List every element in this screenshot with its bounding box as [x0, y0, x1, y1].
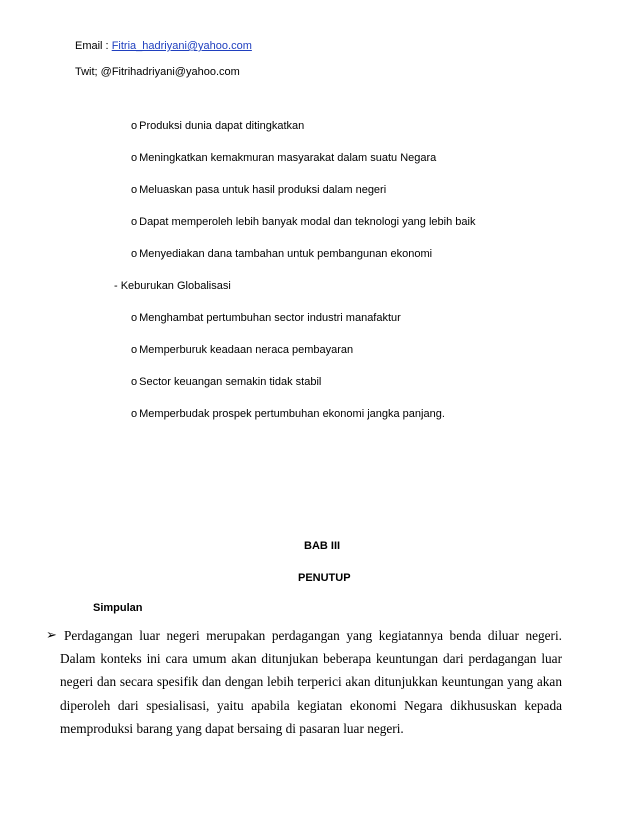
email-link[interactable]: Fitria_hadriyani@yahoo.com [111, 40, 252, 52]
bullet-circle-icon: o [131, 376, 138, 388]
bullet-circle-icon: o [131, 216, 138, 228]
advantage-text: Meningkatkan kemakmuran masyarakat dalam suatu Negara [139, 152, 437, 164]
conclusion-paragraph: Perdagangan luar negeri merupakan perdagangan yang kegiatannya benda diluar negeri. Dalam konteks ini cara umum akan ditunjukan beberapa keuntungan dari perdagangan luar negeri dan secara spesifik dan dengan lebih terperici akan ditunjukkan keuntungan yang akan diperoleh dari spesialisasi, yaitu apabila kegiatan ekonomi Negara dikhususkan kepada memproduksi barang yang dapat bersaing di pasaran luar negeri. [60, 628, 562, 736]
advantage-text: Dapat memperoleh lebih banyak modal dan teknologi yang lebih baik [139, 216, 476, 228]
advantage-item [131, 247, 432, 261]
disadvantages-heading: - Keburukan Globalisasi [114, 280, 231, 292]
bullet-circle-icon: o [131, 344, 138, 356]
disadvantage-item [131, 343, 353, 357]
advantage-text: Menyediakan dana tambahan untuk pembangunan ekonomi [139, 248, 433, 260]
email-line [75, 39, 252, 53]
disadvantage-item [131, 375, 321, 389]
disadvantage-text: Memperbudak prospek pertumbuhan ekonomi jangka panjang. [139, 408, 445, 420]
advantage-text: Meluaskan pasa untuk hasil produksi dalam negeri [139, 184, 387, 196]
advantage-item [131, 183, 386, 197]
disadvantage-text: Sector keuangan semakin tidak stabil [139, 376, 322, 388]
disadvantage-text: Menghambat pertumbuhan sector industri manafaktur [139, 312, 401, 324]
disadvantage-item [131, 407, 445, 421]
advantage-item [131, 151, 436, 165]
bullet-circle-icon: o [131, 184, 138, 196]
email-label: Email : [75, 40, 112, 52]
bullet-circle-icon: o [131, 312, 138, 324]
bullet-circle-icon: o [131, 408, 138, 420]
bullet-circle-icon: o [131, 152, 138, 164]
advantage-item [131, 119, 304, 133]
summary-heading: Simpulan [93, 602, 143, 614]
advantage-item [131, 215, 475, 229]
bullet-circle-icon: o [131, 120, 138, 132]
arrow-bullet-icon: ➢ [46, 628, 57, 643]
advantage-text: Produksi dunia dapat ditingkatkan [139, 120, 305, 132]
chapter-number: BAB III [304, 540, 341, 552]
twit-line: Twit; @Fitrihadriyani@yahoo.com [75, 66, 240, 78]
disadvantage-item [131, 311, 401, 325]
disadvantage-text: Memperburuk keadaan neraca pembayaran [139, 344, 354, 356]
bullet-circle-icon: o [131, 248, 138, 260]
chapter-title: PENUTUP [298, 572, 351, 584]
